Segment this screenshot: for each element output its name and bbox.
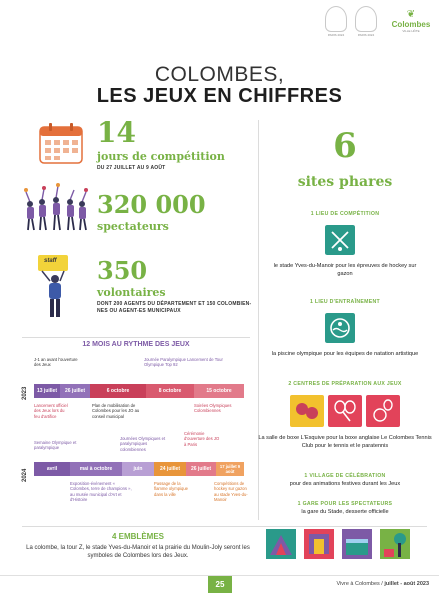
stat-number: 14 bbox=[97, 116, 136, 149]
site-text: la gare du Stade, desserte officielle bbox=[301, 509, 389, 515]
staff-sign-text: staff bbox=[44, 258, 57, 264]
year-label: 2024 bbox=[22, 468, 28, 482]
stat-number: 350 bbox=[97, 256, 148, 285]
leaf-icon: ❦ bbox=[406, 9, 416, 20]
timeline-date: 26 juillet bbox=[186, 462, 216, 476]
site-heading: 1 LIEU D'ENTRAÎNEMENT bbox=[309, 299, 381, 305]
publication-issue: juillet - août 2023 bbox=[384, 581, 429, 587]
stat-label: jours de compétition bbox=[97, 150, 225, 163]
timeline-note: Journées Olympiques et paralympiques colombiennes bbox=[120, 436, 166, 452]
timeline-date: 13 juillet bbox=[34, 384, 60, 398]
timeline-date: 17 juillet 9 août bbox=[216, 462, 244, 476]
page-title-line1: COLOMBES, bbox=[154, 63, 285, 86]
emblems-rule bbox=[22, 526, 427, 527]
page-title-line2: LES JEUX EN CHIFFRES bbox=[96, 85, 343, 107]
site-heading: 2 CENTRES DE PRÉPARATION AUX JEUX bbox=[288, 381, 402, 387]
swimming-icon bbox=[325, 313, 355, 343]
site-text: la piscine olympique pour les équipes de natation artistique bbox=[271, 351, 419, 357]
timeline-note: Compétitions de hockey sur gazon au stade Yves-du-Manoir bbox=[214, 481, 248, 503]
logo-caption: PARIS 2024 bbox=[327, 33, 345, 37]
site-text: La salle de boxe L'Esquive pour la boxe anglaise Le Colombes Tennis Club pour le tennis et le paratennis bbox=[258, 435, 432, 449]
timeline-date: 8 octobre bbox=[146, 384, 194, 398]
timeline-note: Journée Paralympique Lancement de Tour Olympique Top 92 bbox=[144, 357, 223, 368]
brand-tagline: VILLE HÔTE bbox=[402, 29, 420, 33]
paratennis-icon bbox=[366, 395, 400, 427]
page-number: 25 bbox=[208, 576, 232, 593]
paris-2024-paralympic-logo bbox=[355, 6, 377, 32]
timeline-date: 15 octobre bbox=[194, 384, 244, 398]
timeline-date: juin bbox=[122, 462, 154, 476]
dove-emblem-icon bbox=[266, 529, 296, 559]
site-heading: 1 VILLAGE DE CÉLÉBRATION bbox=[304, 473, 386, 479]
site-text: le stade Yves-du-Manoir pour les épreuves de hockey sur gazon bbox=[273, 263, 417, 277]
logo-caption: PARIS 2024 bbox=[357, 33, 375, 37]
paris-2024-olympic-logo bbox=[325, 6, 347, 32]
timeline-date: 26 juillet bbox=[60, 384, 90, 398]
stat-label: volontaires bbox=[97, 286, 166, 299]
sites-label: sites phares bbox=[297, 174, 393, 190]
timeline-note: Semaine Olympique et paralympique bbox=[34, 440, 77, 451]
stat-label: spectateurs bbox=[97, 220, 169, 233]
timeline-title: 12 MOIS AU RYTHME DES JEUX bbox=[82, 341, 190, 348]
sites-number: 6 bbox=[333, 126, 357, 166]
calendar-icon bbox=[38, 121, 84, 165]
colombes-logo bbox=[391, 10, 431, 33]
site-heading: 1 GARE POUR LES SPECTATEURS bbox=[297, 501, 393, 507]
volunteer-illustration bbox=[36, 253, 78, 321]
timeline-date: 6 octobre bbox=[90, 384, 146, 398]
timeline-note: Lancement officiel des Jeux lors du feu d'artifice bbox=[34, 403, 68, 419]
timeline-note: Exposition-événement « Colombes, terre de champions », au musée municipal d'Art et d'Histoire bbox=[70, 481, 132, 503]
emblems-title: 4 EMBLÈMES bbox=[111, 532, 164, 541]
site-text: pour des animations festives durant les Jeux bbox=[289, 481, 401, 487]
hockey-icon bbox=[325, 225, 355, 255]
tennis-icon bbox=[328, 395, 362, 427]
timeline-date: 24 juillet bbox=[154, 462, 186, 476]
year-label: 2023 bbox=[22, 386, 28, 400]
boxing-icon bbox=[290, 395, 324, 427]
stat-detail: DU 27 JUILLET AU 9 AOÛT bbox=[97, 165, 166, 171]
publication-name: Vivre à Colombes / bbox=[336, 581, 385, 587]
timeline-row-2024 bbox=[34, 462, 244, 476]
timeline-note: Soirées Olympiques Colombiennes bbox=[194, 403, 232, 414]
publication-info bbox=[336, 581, 429, 587]
crowd-illustration bbox=[20, 180, 92, 235]
stadium-emblem-icon bbox=[342, 529, 372, 559]
timeline-row-2023 bbox=[34, 384, 244, 398]
stat-number: 320 000 bbox=[97, 190, 206, 219]
timeline-note: Plan de mobilisation de Colombes pour les JO au conseil municipal bbox=[92, 403, 140, 419]
timeline-note: Passage de la flamme olympique dans la ville bbox=[154, 481, 188, 497]
timeline-note: J-1 an avant l'ouverture des Jeux bbox=[34, 357, 78, 368]
emblems-text: La colombe, la tour Z, le stade Yves-du-Manoir et la prairie du Moulin-Joly seront les symboles de Colombes lors des Jeux. bbox=[26, 545, 250, 559]
timeline-date: mai à octobre bbox=[70, 462, 122, 476]
timeline-rule bbox=[22, 337, 250, 338]
stat-detail: DONT 200 AGENTS DU DÉPARTEMENT ET 150 COLOMBIEN-NES OU AGENT-ES MUNICIPAUX bbox=[97, 301, 252, 314]
timeline-date: avril bbox=[34, 462, 70, 476]
tower-z-emblem-icon bbox=[304, 529, 334, 559]
site-heading: 1 LIEU DE COMPÉTITION bbox=[310, 211, 380, 217]
timeline-note: Cérémonie d'ouverture des JO à Paris bbox=[184, 431, 220, 447]
brand-name: Colombes bbox=[391, 20, 431, 29]
prairie-emblem-icon bbox=[380, 529, 410, 559]
